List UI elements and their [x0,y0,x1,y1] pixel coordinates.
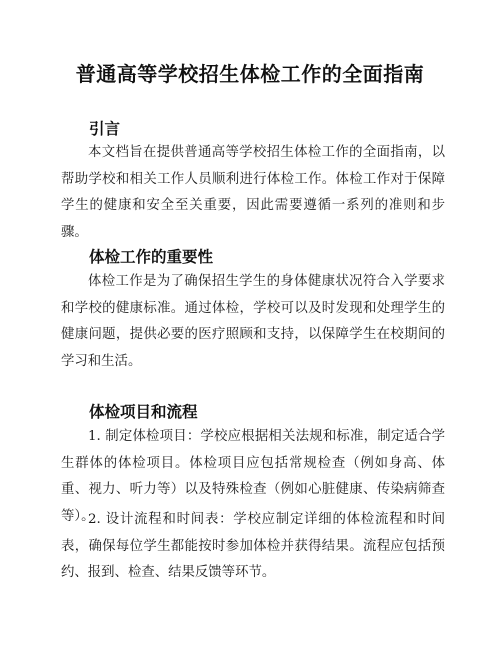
paragraph-item-1: 1. 制定体检项目：学校应根据相关法规和标准，制定适合学生群体的体检项目。体检项目应包括常规检查（例如身高、体重、视力、听力等）以及特殊检查（例如心脏健康、传染病筛查等）。 [61,429,445,524]
paragraph-importance: 体检工作是为了确保招生学生的身体健康状况符合入学要求和学校的健康标准。通过体检，学校可以及时发现和处理学生的健康问题，提供必要的医疗照顾和支持，以保障学生在校期间的学习和生活。 [61,274,445,369]
section-heading-importance: 体检工作的重要性 [89,248,214,266]
section-heading-introduction: 引言 [89,120,121,138]
section-heading-items-and-process: 体检项目和流程 [89,403,198,421]
paragraph-introduction: 本文档旨在提供普通高等学校招生体检工作的全面指南，以帮助学校和相关工作人员顺利进行体检工作。体检工作对于保障学生的健康和安全至关重要，因此需要遵循一系列的准则和步骤。 [61,145,445,240]
paragraph-item-2: 2. 设计流程和时间表：学校应制定详细的体检流程和时间表，确保每位学生都能按时参加体检并获得结果。流程应包括预约、报到、检查、结果反馈等环节。 [61,512,445,580]
document-title: 普通高等学校招生体检工作的全面指南 [75,62,425,86]
